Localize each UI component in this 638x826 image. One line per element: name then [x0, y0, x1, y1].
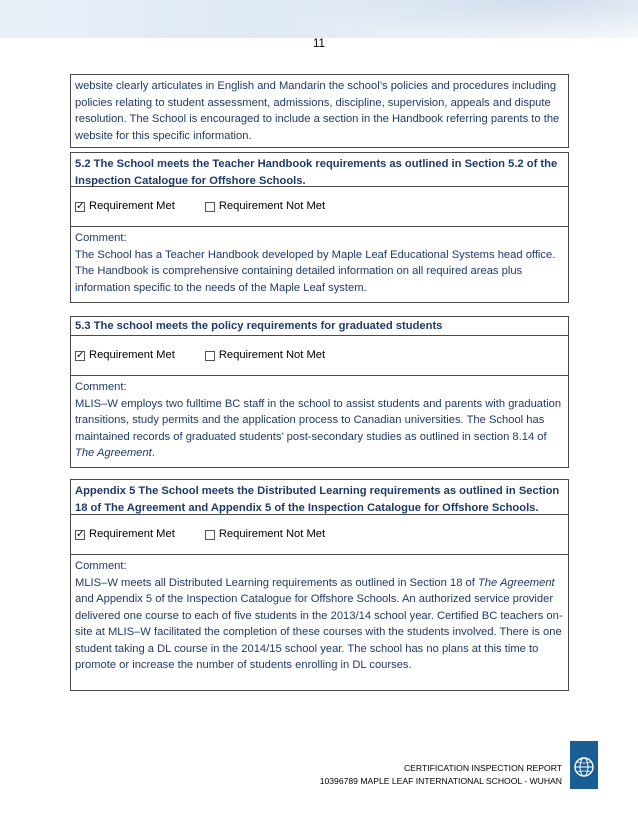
- empty-checkbox-icon[interactable]: [205, 202, 215, 212]
- comment-text: The School has a Teacher Handbook developed by Maple Leaf Educational Systems head office. The Handbook is comprehensive containing detailed information on all required areas plus information specific to the needs of the Maple Leaf system.: [75, 248, 556, 294]
- appendix-5-box: [70, 479, 569, 691]
- requirement-met-option[interactable]: [75, 526, 175, 543]
- footer-school-name: 10396789 MAPLE LEAF INTERNATIONAL SCHOOL - WUHAN: [319, 776, 562, 786]
- appendix-5-options: [71, 514, 568, 554]
- intro-box: [70, 74, 569, 148]
- globe-icon: [573, 756, 595, 778]
- section-5-3-heading: 5.3 The school meets the policy requirements for graduated students: [75, 320, 443, 332]
- section-5-2-box: [70, 152, 569, 303]
- footer-report-title: CERTIFICATION INSPECTION REPORT: [403, 763, 562, 773]
- section-5-2-comment: [71, 226, 568, 302]
- intro-text: website clearly articulates in English and Mandarin the school’s policies and procedures including policies relating to student assessment, admissions, discipline, supervision, appeals and dispute resolution. The School is encouraged to include a section in the Handbook referring parents to the website for this specific information.: [75, 80, 560, 142]
- requirement-met-label: Requirement Met: [89, 528, 175, 541]
- requirement-not-met-option[interactable]: [205, 347, 325, 364]
- requirement-met-option[interactable]: [75, 198, 175, 215]
- empty-checkbox-icon[interactable]: [205, 351, 215, 361]
- comment-label: Comment:: [75, 232, 127, 244]
- section-5-3-box: [70, 316, 569, 468]
- checked-checkbox-icon[interactable]: [75, 202, 85, 212]
- comment-label: Comment:: [75, 560, 127, 572]
- checked-checkbox-icon[interactable]: [75, 530, 85, 540]
- requirement-met-option[interactable]: [75, 347, 175, 364]
- section-5-3-options: [71, 335, 568, 375]
- empty-checkbox-icon[interactable]: [205, 530, 215, 540]
- requirement-not-met-label: Requirement Not Met: [218, 349, 326, 362]
- logo: [570, 741, 598, 789]
- comment-text: MLIS–W employs two fulltime BC staff in the school to assist students and parents with graduation transitions, study permits and the application process to Canadian universities. The School has maintained records of graduated students’ post-secondary studies as outlined in section 8.14 of The Agreement.: [75, 397, 562, 459]
- requirement-not-met-option[interactable]: [205, 198, 325, 215]
- requirement-met-label: Requirement Met: [89, 200, 175, 213]
- header-band: [0, 0, 638, 38]
- checked-checkbox-icon[interactable]: [75, 351, 85, 361]
- page-number: 11: [313, 38, 325, 50]
- footer: [320, 762, 562, 788]
- comment-label: Comment:: [75, 381, 127, 393]
- requirement-not-met-option[interactable]: [205, 526, 325, 543]
- section-5-3-comment: [71, 375, 568, 467]
- requirement-not-met-label: Requirement Not Met: [218, 200, 326, 213]
- requirement-met-label: Requirement Met: [89, 349, 175, 362]
- appendix-5-heading: Appendix 5 The School meets the Distributed Learning requirements as outlined in Section 18 of The Agreement and Appendix 5 of the Inspection Catalogue for Offshore Schools.: [75, 485, 560, 514]
- section-5-2-options: [71, 186, 568, 226]
- requirement-not-met-label: Requirement Not Met: [218, 528, 326, 541]
- comment-text: MLIS–W meets all Distributed Learning requirements as outlined in Section 18 of The Agreement and Appendix 5 of the Inspection Catalogue for Offshore Schools. An authorized service provider delivered one course to each of five students in the 2013/14 school year. Certified BC teachers on-site at MLIS–W facilitated the completion of these courses with the students involved. There is one student taking a DL course in the 2014/15 school year. The school has no plans at this time to promote or increase the number of students enrolling in DL courses.: [75, 576, 563, 671]
- appendix-5-comment: [71, 554, 568, 690]
- section-5-2-heading: 5.2 The School meets the Teacher Handbook requirements as outlined in Section 5.2 of the Inspection Catalogue for Offshore Schools.: [75, 158, 558, 187]
